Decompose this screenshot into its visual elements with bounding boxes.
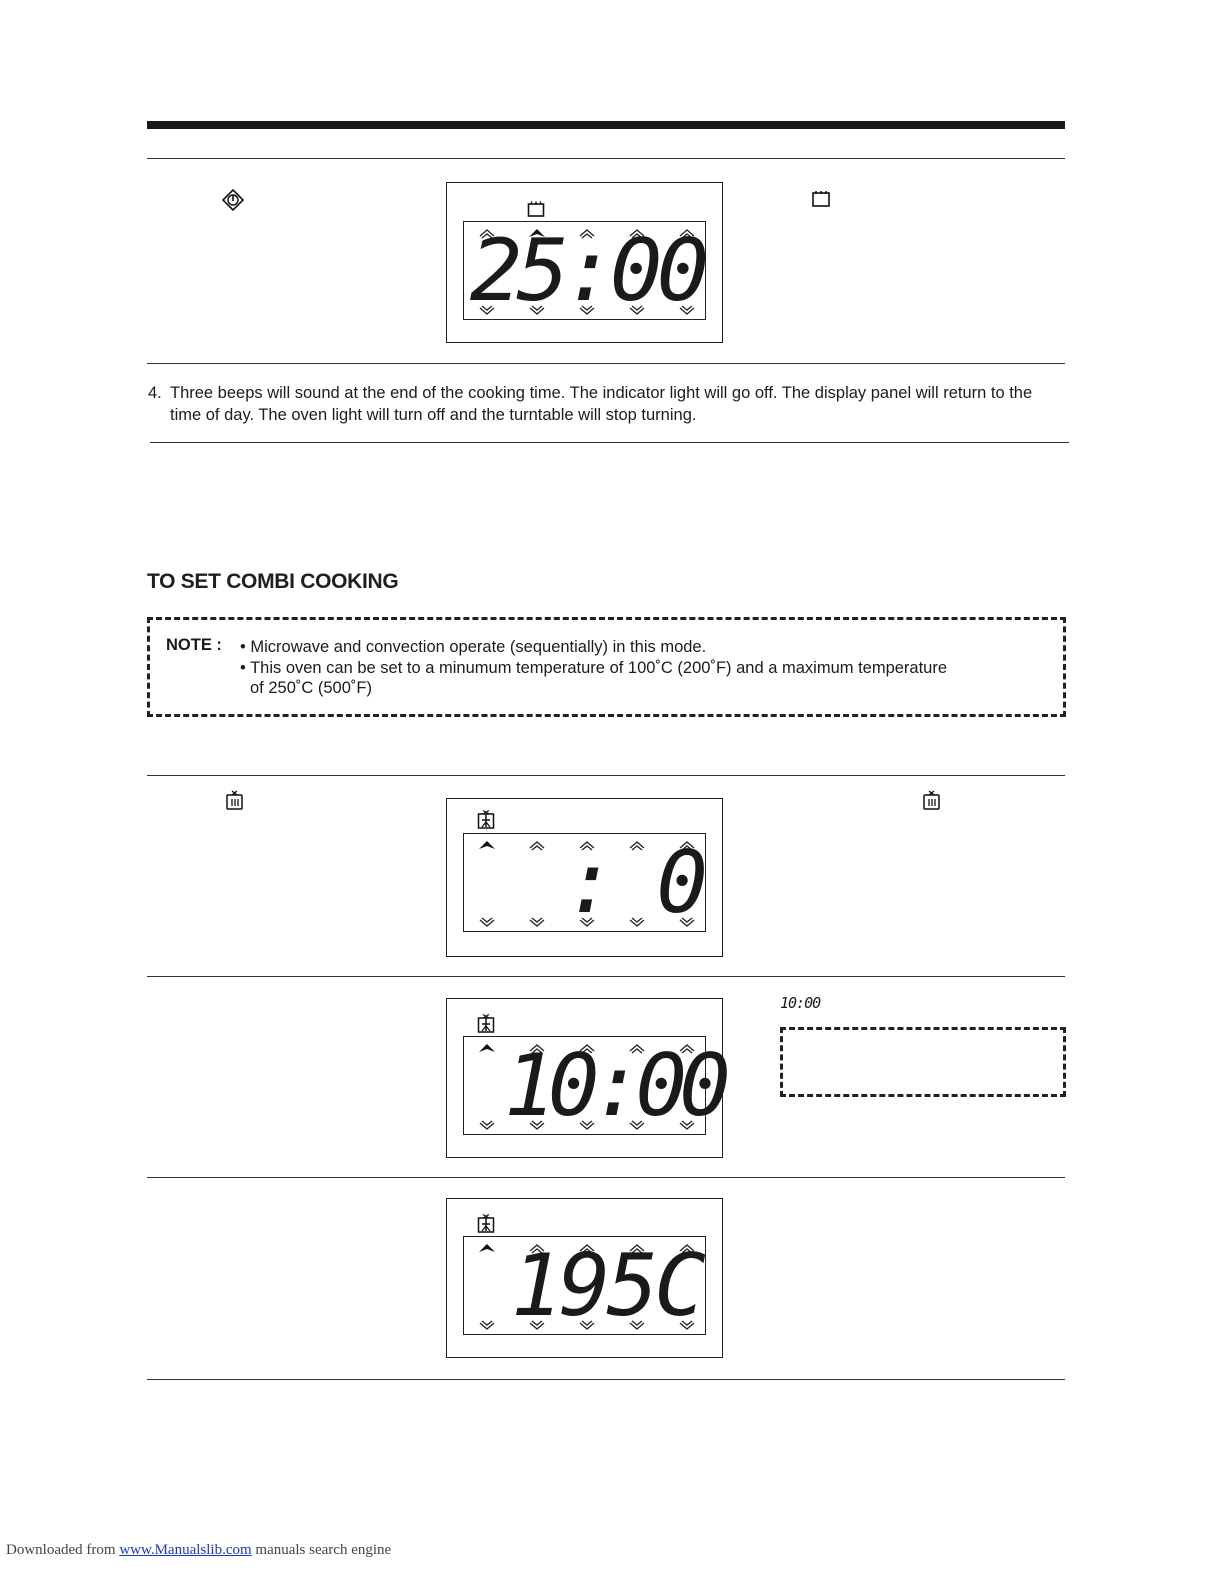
combi-mode-icon — [477, 1014, 495, 1034]
step-text: Three beeps will sound at the end of the cooking time. The indicator light will go off. The display panel will return to the time of day. The oven light will turn off and the turntable will stop turning. — [170, 384, 1033, 424]
lcd-digits: 25:00 — [469, 221, 704, 321]
lcd-screen — [463, 1036, 723, 1136]
lcd-screen — [463, 221, 706, 320]
divider — [147, 158, 1065, 159]
display-panel-combi-temp — [446, 1198, 723, 1358]
footer — [6, 1542, 391, 1559]
lcd-screen — [463, 833, 706, 932]
footer-prefix: Downloaded from — [6, 1542, 120, 1558]
divider — [147, 1379, 1065, 1380]
time-readout: 10:00 — [780, 994, 821, 1012]
microwave-mode-icon — [527, 201, 545, 218]
note-label: NOTE : — [166, 636, 222, 654]
display-panel-combi-time — [446, 998, 723, 1158]
divider — [147, 976, 1065, 977]
section-title: TO SET COMBI COOKING — [147, 570, 399, 593]
display-panel-combi-start — [446, 798, 723, 957]
note-bullet: • This oven can be set to a minumum temperature of 100˚C (200˚F) and a maximum temperature — [240, 659, 948, 677]
display-panel-cook — [446, 182, 723, 343]
footer-link[interactable]: www.Manualslib.com — [119, 1542, 252, 1558]
lcd-digits: 195C — [510, 1236, 702, 1336]
note-bullet-continuation: of 250˚C (500˚F) — [250, 679, 372, 697]
header-rule — [147, 121, 1065, 129]
step-number: 4. — [148, 384, 162, 402]
combi-mode-icon — [477, 1214, 495, 1234]
divider — [147, 1177, 1065, 1178]
combi-mode-icon — [477, 810, 495, 830]
divider — [147, 775, 1065, 776]
divider — [150, 442, 1069, 443]
note-bullet: • Microwave and convection operate (sequentially) in this mode. — [240, 638, 707, 656]
lcd-digits: 10:00 — [504, 1036, 723, 1136]
combi-icon — [225, 790, 245, 811]
divider — [147, 363, 1065, 364]
note-box-small — [780, 1027, 1066, 1097]
microwave-icon — [811, 190, 831, 208]
combi-icon — [922, 790, 942, 811]
lcd-screen — [463, 1236, 706, 1335]
start-icon — [222, 189, 244, 211]
lcd-digits: : 0 — [564, 833, 702, 933]
footer-suffix: manuals search engine — [251, 1542, 392, 1558]
